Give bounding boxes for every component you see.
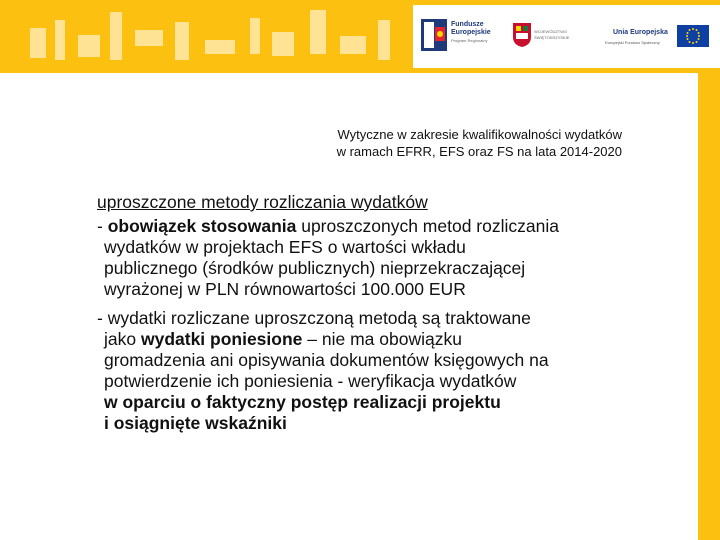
paragraph-1	[97, 216, 657, 300]
p1-dash: -	[97, 216, 108, 236]
decor-block	[340, 36, 366, 54]
decor-block	[310, 10, 326, 54]
p2-line-1: - wydatki rozliczane uproszczoną metodą są traktowane	[97, 308, 531, 328]
paragraph-2	[97, 308, 657, 434]
region-name: WOJEWÓDZTWO ŚWIĘTOKRZYSKIE	[534, 29, 570, 40]
eu-sub: Europejski Fundusz Społeczny	[605, 40, 660, 45]
subtitle-line-1: Wytyczne w zakresie kwalifikowalności wydatków	[337, 127, 622, 142]
eu-flag-icon	[677, 25, 709, 47]
section-heading: uproszczone metody rozliczania wydatków	[97, 192, 428, 212]
right-accent-strip	[698, 73, 720, 540]
document-subtitle	[240, 126, 622, 160]
p1-line-2: wydatków w projektach EFS o wartości wkładu	[104, 237, 466, 257]
decor-block	[250, 18, 260, 54]
decor-block	[78, 35, 100, 57]
decor-block	[272, 32, 294, 56]
logo-panel	[413, 5, 720, 68]
decor-block	[205, 40, 235, 54]
eu-name: Unia Europejska	[613, 29, 668, 36]
decor-block	[135, 30, 163, 46]
decor-block	[175, 22, 189, 60]
p1-line-4: wyrażonej w PLN równowartości 100.000 EUR	[104, 279, 466, 299]
p2-line-3: gromadzenia ani opisywania dokumentów księgowych na	[104, 350, 549, 370]
decor-block	[55, 20, 65, 60]
main-content	[97, 192, 657, 442]
decor-block	[378, 20, 390, 60]
p2-line-5: w oparciu o faktyczny postęp realizacji projektu	[104, 392, 501, 412]
p2-line-6: i osiągnięte wskaźniki	[104, 413, 287, 433]
region-crest-icon	[513, 23, 531, 47]
fe-logo-text: Fundusze Europejskie Program Regionalny	[451, 21, 491, 43]
decor-block	[30, 28, 46, 58]
p1-line-3: publicznego (środków publicznych) nieprzekraczającej	[104, 258, 526, 278]
p2-line-4: potwierdzenie ich poniesienia - weryfikacja wydatków	[104, 371, 517, 391]
p2-line-2: jako wydatki poniesione – nie ma obowiązku	[104, 329, 462, 349]
p1-bold: obowiązek stosowania	[107, 216, 297, 236]
left-margin	[0, 73, 22, 540]
fe-logo-icon	[421, 19, 447, 51]
p1-rest: uproszczonych metod rozliczania	[296, 216, 559, 236]
subtitle-line-2: w ramach EFRR, EFS oraz FS na lata 2014-2020	[336, 144, 622, 159]
decor-block	[110, 12, 122, 60]
